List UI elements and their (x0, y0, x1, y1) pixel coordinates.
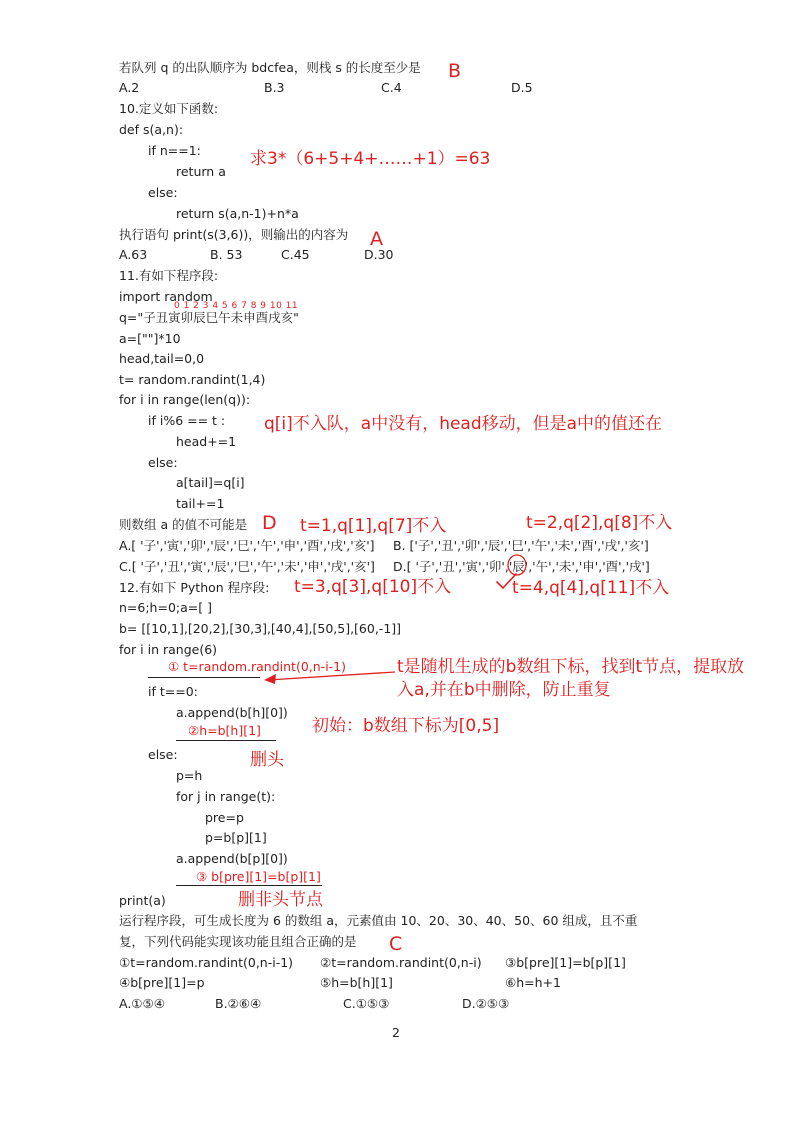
q11-option-d: D.[ '子','丑','寅','卯','辰','午','未','申','酉','戌'] (393, 559, 650, 574)
q12-blank-2: ②h=b[h][1] (188, 723, 261, 738)
q12-note-t-line2: 入a,并在b中删除，防止重复 (397, 680, 611, 700)
q12-code-line: else: (148, 747, 178, 762)
q11-code-line: tail+=1 (176, 496, 225, 511)
q11-note-t4: t=4,q[4],q[11]不入 (512, 578, 670, 598)
q12-answer: C (389, 933, 403, 955)
q11-code-line: else: (148, 455, 178, 470)
q12-note-head: 删头 (250, 750, 284, 770)
q12-title: 12.有如下 Python 程序段: (119, 580, 270, 595)
q12-code-line: print(a) (119, 893, 166, 908)
q10-option-d: D.30 (364, 247, 394, 262)
q9-question: 若队列 q 的出队顺序为 bdcfea，则栈 s 的长度至少是 (119, 60, 421, 75)
q12-code-line: p=b[p][1] (205, 830, 267, 845)
q12-choice-5: ⑤h=b[h][1] (320, 975, 393, 990)
q12-question-line2: 复，下列代码能实现该功能且组合正确的是 (119, 934, 357, 949)
q12-code-line: n=6;h=0;a=[ ] (119, 600, 212, 615)
q12-code-line: if t==0: (148, 684, 198, 699)
q10-title: 10.定义如下函数: (119, 101, 219, 116)
q10-annotation: 求3*（6+5+4+……+1）=63 (250, 149, 491, 169)
q11-code-line: import random (119, 289, 213, 304)
q11-index-labels: 0 1 2 3 4 5 6 7 8 9 10 11 (174, 301, 299, 311)
q12-code-line: b= [[10,1],[20,2],[30,3],[40,4],[50,5],[60,-1]] (119, 621, 402, 636)
q11-title: 11.有如下程序段: (119, 268, 219, 283)
q11-code-line: a[tail]=q[i] (176, 475, 245, 490)
q12-option-c: C.①⑤③ (343, 996, 390, 1011)
q10-option-c: C.45 (281, 247, 310, 262)
q12-option-b: B.②⑥④ (215, 996, 262, 1011)
q12-code-line: pre=p (205, 810, 244, 825)
q12-option-d: D.②⑤③ (462, 996, 510, 1011)
arrow-line (268, 672, 395, 680)
q12-blank-3: ③ b[pre][1]=b[p][1] (196, 869, 321, 884)
q11-option-c: C.[ '子','丑','寅','辰','巳','午','未','申','戌','亥'] (119, 559, 375, 574)
q12-choice-1: ①t=random.randint(0,n-i-1) (119, 955, 294, 970)
q10-code-line: return s(a,n-1)+n*a (176, 206, 299, 221)
q10-code-line: else: (148, 185, 178, 200)
q10-question: 执行语句 print(s(3,6))，则输出的内容为 (119, 227, 349, 242)
q12-choice-4: ④b[pre][1]=p (119, 975, 205, 990)
q12-choice-6: ⑥h=h+1 (505, 975, 561, 990)
q9-option-a: A.2 (119, 80, 140, 95)
q11-note-t1: t=1,q[1],q[7]不入 (300, 516, 447, 536)
check-mark-icon (497, 574, 516, 588)
q12-blank-1: ① t=random.randint(0,n-i-1) (168, 659, 347, 674)
q11-code-line: if i%6 == t : (148, 413, 226, 428)
page-number: 2 (392, 1025, 400, 1040)
q12-code-line: for i in range(6) (119, 642, 218, 657)
q12-option-a: A.①⑤④ (119, 996, 165, 1011)
q11-queue-annotation: q[i]不入队，a中没有，head移动，但是a中的值还在 (264, 414, 663, 434)
q12-choice-3: ③b[pre][1]=b[p][1] (505, 955, 626, 970)
q11-answer: D (262, 512, 277, 534)
q12-code-line: a.append(b[h][0]) (176, 705, 288, 720)
q10-code-line: def s(a,n): (119, 122, 184, 137)
q9-option-c: C.4 (381, 80, 402, 95)
q12-question-line1: 运行程序段，可生成长度为 6 的数组 a，元素值由 10、20、30、40、50、60 组成，且不重 (119, 913, 638, 928)
q10-code-line: return a (176, 164, 226, 179)
q11-code-line: q="子丑寅卯辰巳午未申酉戌亥" (119, 310, 299, 325)
q9-option-b: B.3 (264, 80, 285, 95)
q12-code-line: a.append(b[p][0]) (176, 851, 288, 866)
q11-code-line: t= random.randint(1,4) (119, 372, 266, 387)
q10-option-a: A.63 (119, 247, 148, 262)
q11-question: 则数组 a 的值不可能是 (119, 517, 248, 532)
circle-mark-icon (508, 555, 526, 575)
q11-code-line: a=[""]*10 (119, 331, 181, 346)
arrow-head-icon (264, 674, 276, 684)
q11-note-t2: t=2,q[2],q[8]不入 (526, 513, 673, 533)
q11-code-line: head+=1 (176, 434, 237, 449)
q10-answer: A (370, 228, 383, 250)
q11-option-b: B. ['子','丑','卯','辰','巳','午','未','酉','戌','亥'] (393, 538, 649, 553)
q11-code-line: head,tail=0,0 (119, 351, 205, 366)
q10-option-b: B. 53 (210, 247, 243, 262)
q11-option-a: A.[ '子','寅','卯','辰','巳','午','申','酉','戌','亥'] (119, 538, 375, 553)
q12-code-line: for j in range(t): (176, 789, 276, 804)
q10-code-line: if n==1: (148, 143, 201, 158)
q12-code-line: p=h (176, 768, 203, 783)
q12-note-t-line1: t是随机生成的b数组下标，找到t节点，提取放 (397, 657, 745, 677)
q12-note-init: 初始：b数组下标为[0,5] (312, 716, 500, 736)
q12-note-nonhead: 删非头节点 (238, 890, 323, 910)
q11-code-line: for i in range(len(q)): (119, 392, 251, 407)
q11-note-t3: t=3,q[3],q[10]不入 (294, 577, 452, 597)
q9-option-d: D.5 (511, 80, 533, 95)
q12-choice-2: ②t=random.randint(0,n-i) (320, 955, 482, 970)
q9-answer: B (448, 60, 462, 82)
